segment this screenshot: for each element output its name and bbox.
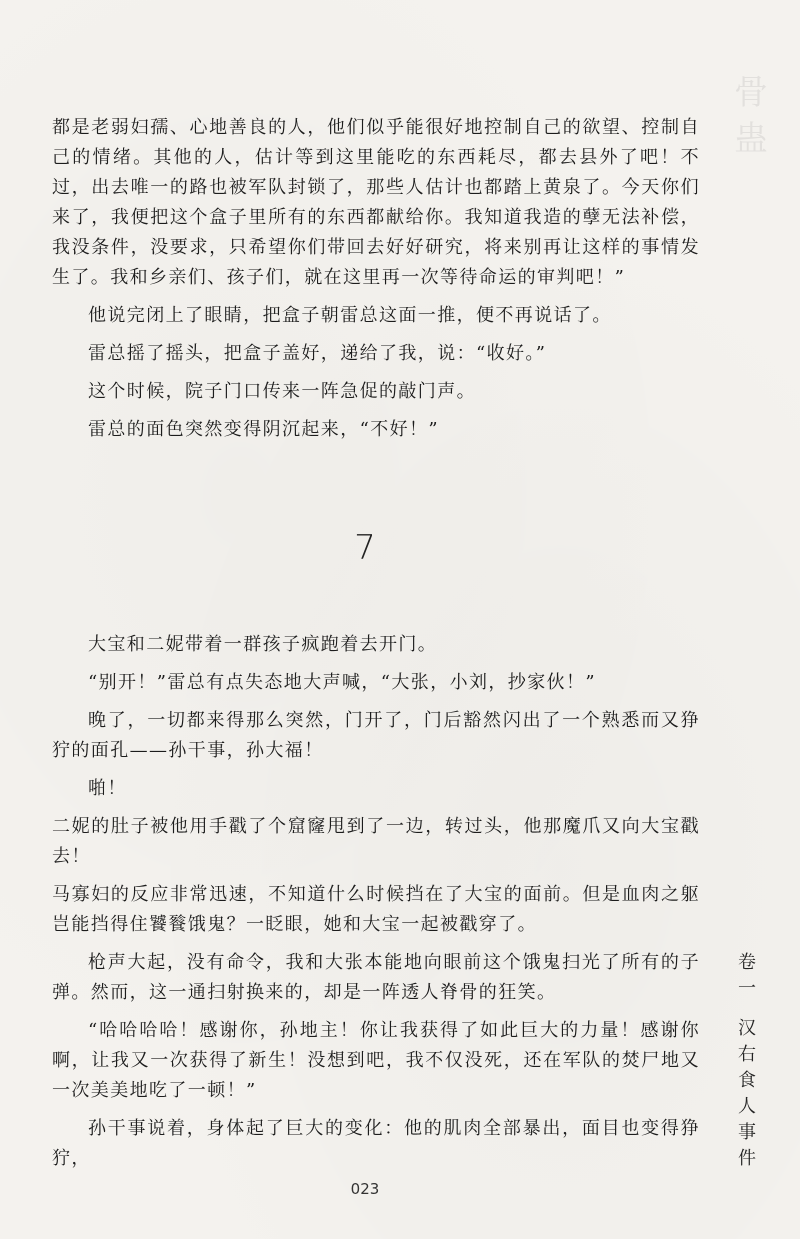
paragraph: 雷总的面色突然变得阴沉起来，“不好！” xyxy=(88,419,440,440)
paragraph: 孙干事说着，身体起了巨大的变化：他的肌肉全部暴出，面目也变得狰狞， xyxy=(52,1118,700,1169)
page-number: 023 xyxy=(350,1180,380,1198)
paragraph: 雷总摇了摇头，把盒子盖好，递给了我，说：“收好。” xyxy=(88,343,547,364)
paragraph: 他说完闭上了眼睛，把盒子朝雷总这面一推，便不再说话了。 xyxy=(88,305,612,326)
body-text-top xyxy=(52,113,700,453)
paragraph: 马寡妇的反应非常迅速，不知道什么时候挡在了大宝的面前。但是血肉之躯岂能挡得住饕餮饿鬼？一眨眼，她和大宝一起被戳穿了。 xyxy=(52,884,700,935)
watermark-char: 蛊 xyxy=(734,119,768,159)
paragraph: “哈哈哈哈！感谢你，孙地主！你让我获得了如此巨大的力量！感谢你啊，让我又一次获得了新生！没想到吧，我不仅没死，还在军队的焚尸地又一次美美地吃了一顿！” xyxy=(52,1020,700,1101)
paragraph: 都是老弱妇孺、心地善良的人，他们似乎能很好地控制自己的欲望、控制自己的情绪。其他的人，估计等到这里能吃的东西耗尽，都去县外了吧！不过，出去唯一的路也被军队封锁了，那些人估计也都踏上黄泉了。今天你们来了，我便把这个盒子里所有的东西都献给你。我知道我造的孽无法补偿，我没条件，没要求，只希望你们带回去好好研究，将来别再让这样的事情发生了。我和乡亲们、孩子们，就在这里再一次等待命运的审判吧！” xyxy=(52,117,700,288)
paragraph: 这个时候，院子门口传来一阵急促的敲门声。 xyxy=(88,381,476,402)
running-head-title: 汉 右 食 人 事 件 xyxy=(738,1018,756,1169)
bleed-through-watermark xyxy=(726,70,776,162)
paragraph: “别开！”雷总有点失态地大声喊，“大张，小刘，抄家伙！” xyxy=(88,672,597,693)
side-running-head xyxy=(736,950,758,1172)
watermark-char: 骨 xyxy=(734,73,768,113)
paragraph: 啪！ xyxy=(88,778,127,799)
body-text-bottom xyxy=(52,630,700,1182)
paragraph: 二妮的肚子被他用手戳了个窟窿甩到了一边，转过头，他那魔爪又向大宝戳去！ xyxy=(52,816,700,867)
paragraph: 大宝和二妮带着一群孩子疯跑着去开门。 xyxy=(88,634,438,655)
paragraph: 晚了，一切都来得那么突然，门开了，门后豁然闪出了一个熟悉而又狰狞的面孔——孙干事，孙大福！ xyxy=(52,710,700,761)
running-head-volume: 卷 一 xyxy=(738,952,756,999)
paragraph: 枪声大起，没有命令，我和大张本能地向眼前这个饿鬼扫光了所有的子弹。然而，这一通扫射换来的，却是一阵透人脊骨的狂笑。 xyxy=(52,952,700,1003)
chapter-number: 7 xyxy=(354,528,376,568)
